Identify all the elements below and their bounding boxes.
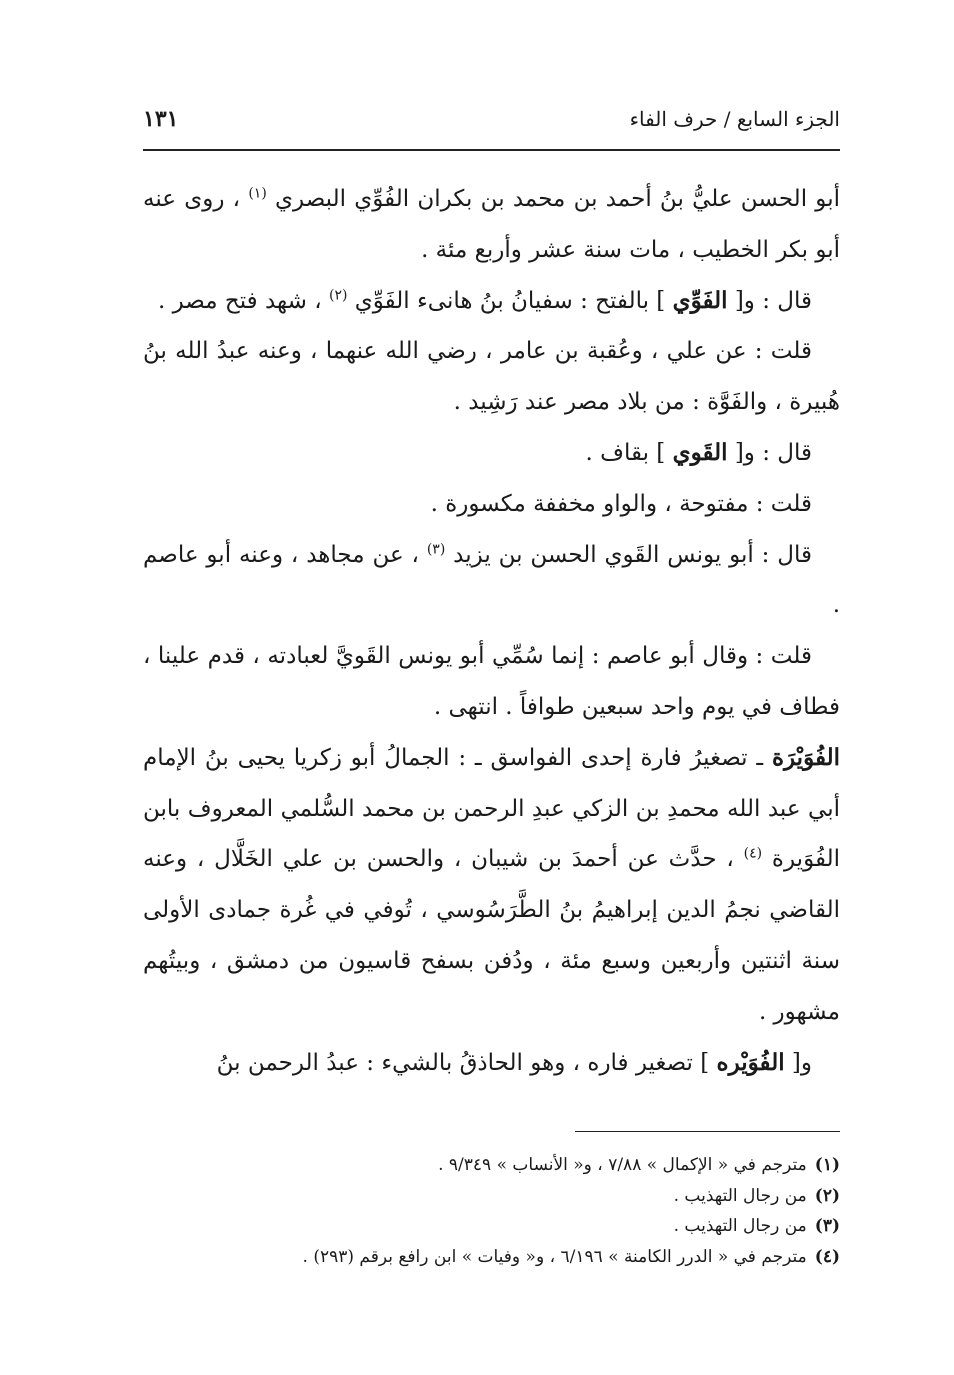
entry-headword: القَوي	[672, 438, 728, 466]
text-run: ] بقاف .	[585, 439, 673, 466]
footnote-1	[143, 1150, 840, 1181]
paragraph-p4	[143, 428, 840, 479]
footnote-text: من رجال التهذيب .	[673, 1185, 807, 1206]
paragraph-p2	[143, 276, 840, 327]
paragraph-p9	[143, 1038, 840, 1089]
entry-headword: الفُوَيْره	[716, 1048, 785, 1076]
text-run: أبو الحسن عليُّ بنُ أحمد بن محمد بن بكران الفُوِّي البصري	[266, 186, 840, 212]
text-run: و[	[784, 1049, 812, 1076]
text-run: ، عن مجاهد ، وعنه أبو عاصم .	[143, 541, 840, 619]
footnote-ref: (١)	[248, 185, 267, 202]
footnote-number: (٣)	[814, 1216, 840, 1236]
footnote-4	[143, 1242, 840, 1273]
footnote-number: (٢)	[814, 1185, 840, 1206]
entry-headword: الفَوِّي	[672, 286, 728, 314]
text-run: قلت : عن علي ، وعُقبة بن عامر ، رضي الله عنهما ، وعنه عبدُ الله بنُ هُبيرة ، والفَوَّة : من بلاد مصر عند رَشِيد .	[143, 338, 840, 416]
paragraph-p1	[143, 174, 840, 276]
paragraph-p8	[143, 733, 840, 1038]
footnote-ref: (٣)	[426, 540, 446, 557]
text-run: قال : و[	[727, 287, 812, 314]
header-rule	[143, 149, 840, 151]
paragraph-p3	[143, 326, 840, 428]
text-run: ] بالفتح : سفيانُ بنُ هانىء الفَوِّي	[347, 287, 673, 314]
footnote-text: مترجم في « الدرر الكامنة » ٦/١٩٦ ، و« وفيات » ابن رافع برقم (٢٩٣) .	[302, 1246, 807, 1267]
text-run: قال : و[	[727, 439, 812, 466]
text-run: ، روى عنه أبو بكر الخطيب ، مات سنة عشر وأربع مئة .	[143, 186, 840, 263]
text-run: قلت : مفتوحة ، والواو مخففة مكسورة .	[430, 490, 812, 517]
text-run: ، شهد فتح مصر .	[157, 287, 329, 314]
footnote-3	[143, 1211, 840, 1242]
footnote-2	[143, 1181, 840, 1212]
paragraph-p7	[143, 631, 840, 733]
footnote-ref: (٢)	[328, 286, 348, 303]
footnote-text: مترجم في « الإكمال » ٧/٨٨ ، و« الأنساب » ٩/٣٤٩ .	[438, 1155, 807, 1175]
page-number: ١٣١	[143, 106, 179, 132]
text-run: ، حدَّث عن أحمدَ بن شيبان ، والحسن بن علي الخَلَّال ، وعنه القاضي نجمُ الدين إبراهيمُ بنُ الطَّرَسُوسي ، تُوفي في غُرة جمادى الأولى سنة اثنتين وأربعين وسبع مئة ، ودُفن بسفح قاسيون من دمشق ، وبيتُهم مشهور .	[143, 846, 840, 1025]
main-text	[143, 174, 840, 1088]
footnote-separator	[575, 1131, 840, 1132]
text-run: قال : أبو يونس القَوي الحسن بن يزيد	[445, 541, 812, 568]
footnote-number: (١)	[814, 1155, 840, 1175]
page-header	[143, 98, 840, 140]
footnotes	[143, 1150, 840, 1272]
running-title: الجزء السابع / حرف الفاء	[629, 107, 840, 131]
text-run: ] تصغير فاره ، وهو الحاذقُ بالشيء : عبدُ الرحمن بنُ	[216, 1049, 717, 1076]
paragraph-p5	[143, 479, 840, 530]
footnote-text: من رجال التهذيب .	[673, 1216, 807, 1236]
paragraph-p6	[143, 530, 840, 632]
text-run: ـ تصغيرُ فارة إحدى الفواسق ـ : الجمالُ أبو زكريا يحيى بنُ الإمام أبي عبد الله محمدِ بن الزكي عبدِ الرحمن بن محمد السُّلمي المعروف بابن الفُوَيرة	[143, 744, 840, 873]
entry-headword: الفُوَيْرَة	[771, 743, 840, 771]
footnote-ref: (٤)	[743, 845, 763, 862]
footnote-number: (٤)	[814, 1246, 840, 1267]
text-run: قلت : وقال أبو عاصم : إنما سُمِّي أبو يونس القَويَّ لعبادته ، قدم علينا ، فطاف في يوم واحد سبعين طوافاً . انتهى .	[143, 643, 840, 720]
